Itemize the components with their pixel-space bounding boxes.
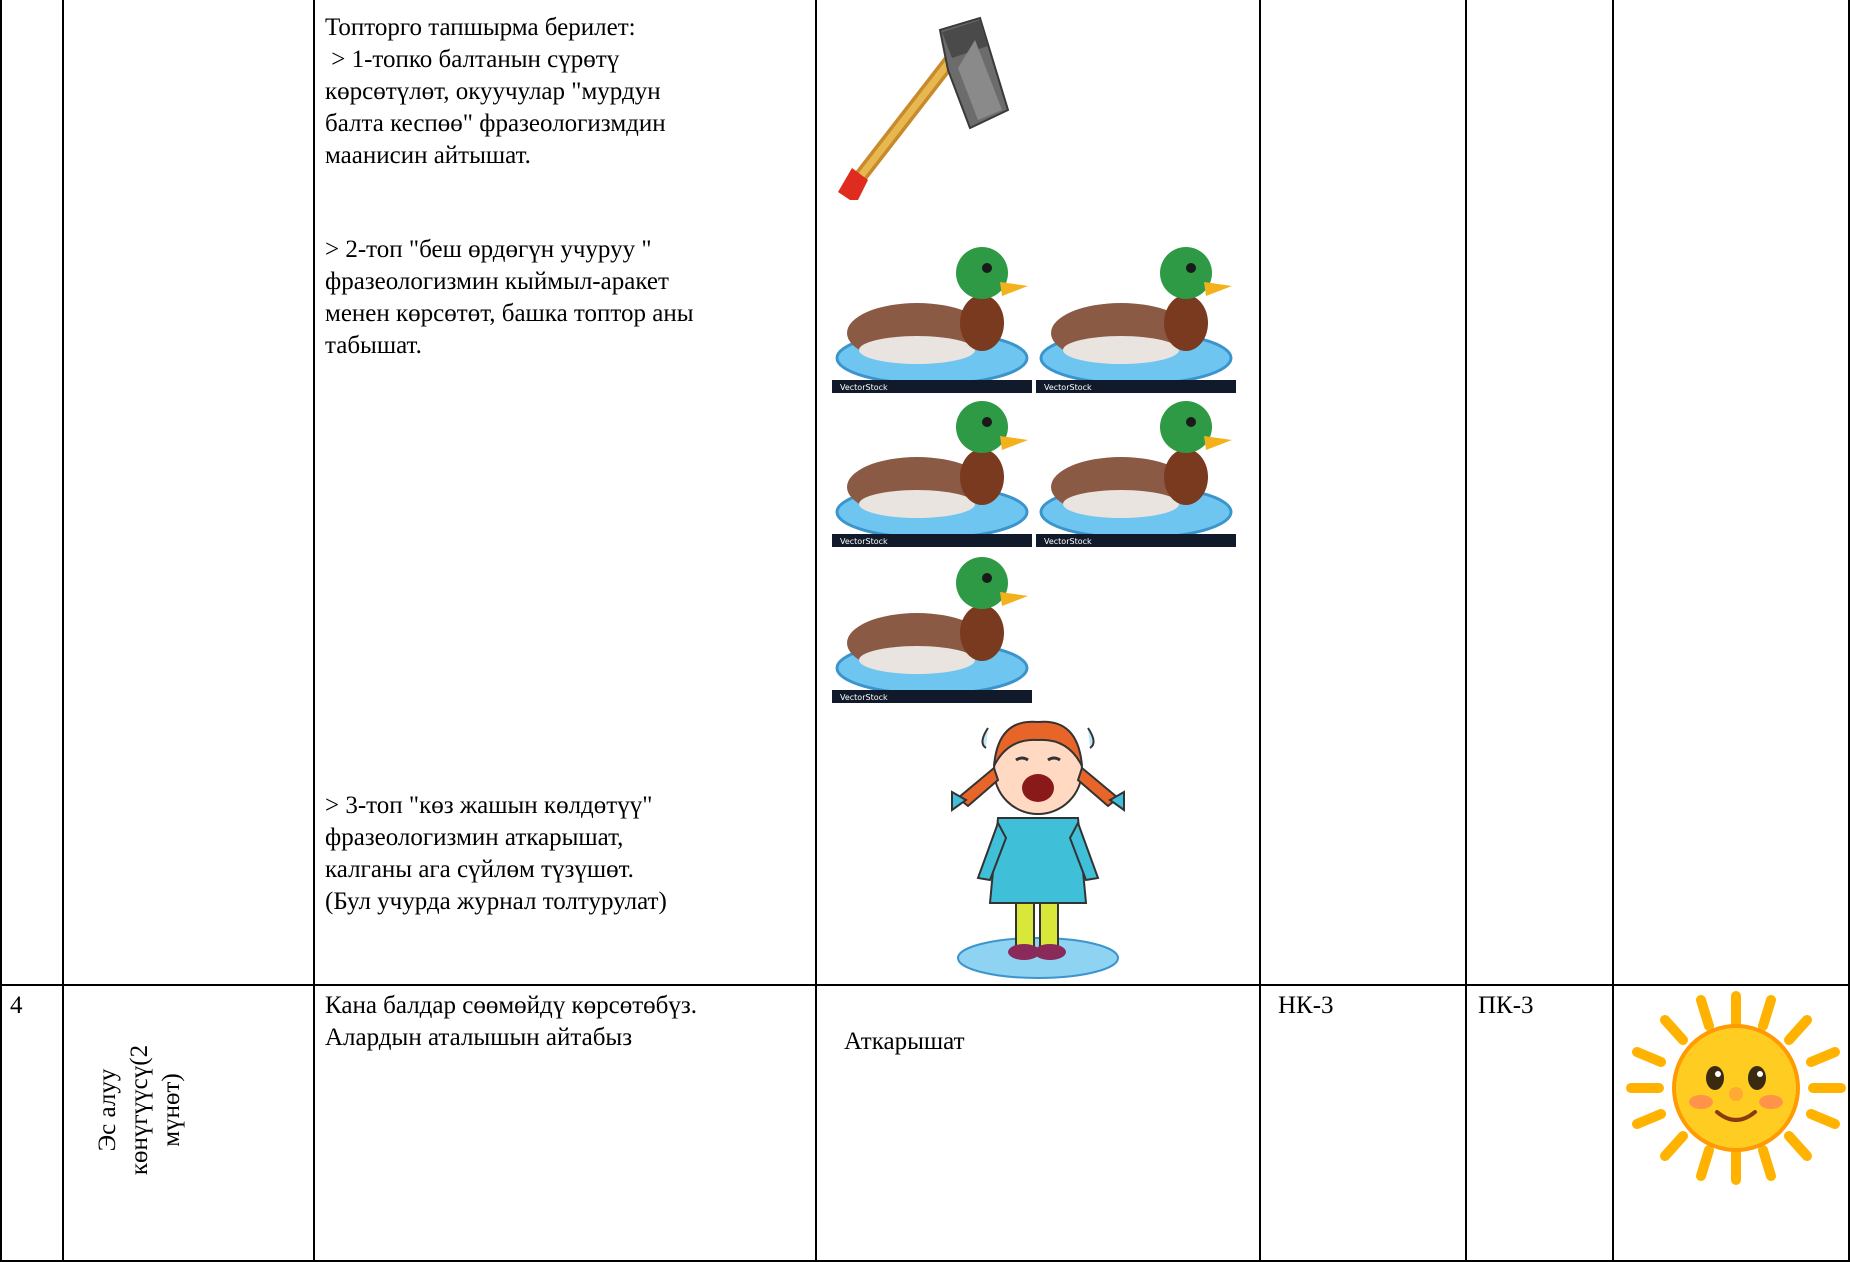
teacher-task: Кана балдар сөөмөйдү көрсөтөбүз. Алардын аталышын айтабыз [325, 992, 698, 1051]
axe-icon [830, 10, 1010, 200]
duck-icon [832, 548, 1032, 703]
grid-line [1612, 0, 1614, 1262]
duck-watermark: VectorStock [840, 383, 888, 392]
student-activity: Аткарышат [844, 1028, 965, 1055]
duck-icon [1036, 392, 1236, 547]
task-group-1: > 1-топко балтанын сүрөтү көрсөтүлөт, окуучулар "мурдун балта кеспөө" фразеологизмдин маанисин айтышат. [325, 46, 666, 169]
task-group-2: > 2-топ "беш өрдөгүн учуруу " фразеологизмин кыймыл-аракет менен көрсөтөт, башка топтор аны табышат. [325, 236, 694, 359]
stage-name: Эс алуу көнүгүүсү(2 мүнөт) [94, 1044, 185, 1176]
competence-nk: НК-3 [1278, 992, 1334, 1019]
competence-pk: ПК-3 [1478, 992, 1534, 1019]
duck-watermark: VectorStock [1044, 537, 1092, 546]
duck-icon [832, 392, 1032, 547]
duck-watermark: VectorStock [840, 537, 888, 546]
duck-watermark: VectorStock [1044, 383, 1092, 392]
grid-line [1259, 0, 1261, 1262]
duck-watermark: VectorStock [840, 693, 888, 702]
row-number: 4 [10, 992, 23, 1019]
duck-icon [1036, 238, 1236, 393]
task-group-3: > 3-топ "көз жашын көлдөтүү" фразеологизмин аткарышат, калганы ага сүйлөм түзүшөт. (Бул учурда журнал толтурулат) [325, 792, 667, 915]
grid-line [313, 0, 315, 1262]
grid-line [815, 0, 817, 1262]
grid-line [62, 0, 64, 1262]
grid-line [0, 0, 2, 1262]
smiling-sun-icon [1625, 990, 1847, 1186]
grid-line [1465, 0, 1467, 1262]
grid-line [0, 984, 1850, 986]
task-intro: Топторго тапшырма берилет: [325, 14, 636, 41]
duck-icon [832, 238, 1032, 393]
crying-girl-icon [938, 708, 1138, 980]
